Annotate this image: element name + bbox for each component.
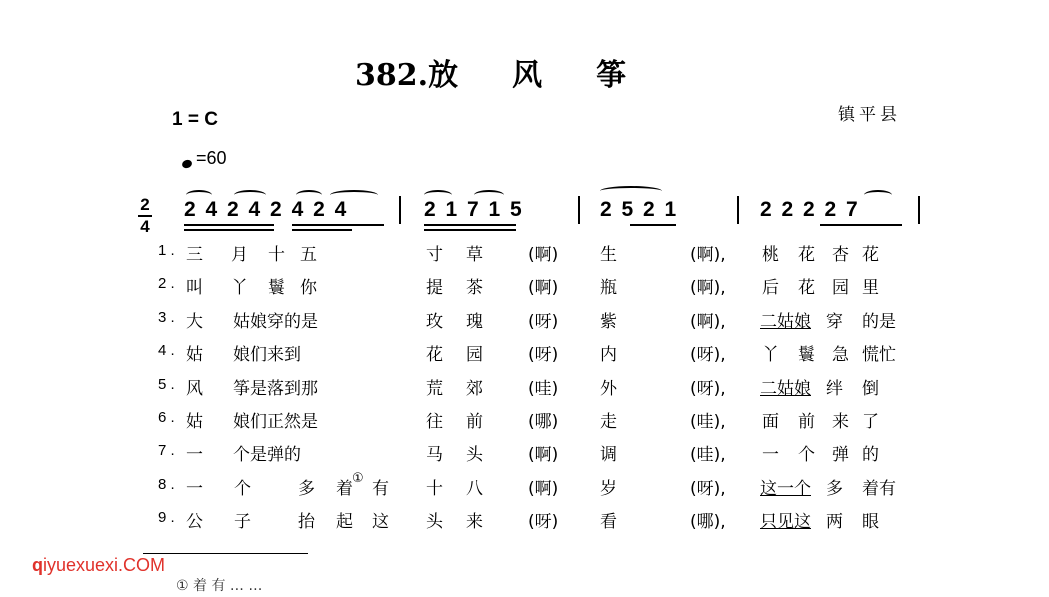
- song-number: 382.: [355, 58, 429, 93]
- beam: [424, 224, 516, 226]
- lyric-word: 两: [826, 512, 843, 533]
- slur: [600, 186, 662, 196]
- lyric-word: 这一个: [760, 478, 811, 499]
- lyric-filler: (呀),: [690, 345, 726, 366]
- lyric-word: 鬟: [798, 345, 815, 366]
- lyric-word: 寸: [426, 245, 443, 265]
- slur: [864, 190, 892, 200]
- lyric-filler: (呀),: [690, 478, 726, 499]
- barline-2: [578, 196, 580, 224]
- tempo-marking: [182, 148, 227, 169]
- slur: [296, 190, 322, 200]
- measure-4: 2 2 2 2 7: [760, 198, 860, 221]
- beam: [630, 224, 676, 226]
- lyric-word: 茶: [466, 278, 483, 299]
- beam: [184, 224, 274, 226]
- lyric-filler: (哇),: [690, 445, 726, 466]
- beam: [292, 229, 352, 231]
- measure-1: 2 4 2 4 2 4 2 4: [184, 198, 349, 221]
- lyric-word: 抬: [298, 512, 315, 533]
- lyric-word: 公: [186, 512, 203, 533]
- lyric-word: 慌忙: [862, 345, 896, 366]
- lyric-word: 玫: [426, 311, 443, 332]
- lyric-word: 有: [372, 478, 389, 499]
- verse-number: 3 .: [158, 308, 175, 326]
- lyric-filler: (啊): [528, 245, 559, 265]
- lyric-filler: (啊): [528, 278, 559, 299]
- lyric-filler: (呀): [528, 512, 559, 533]
- lyric-word: 一: [186, 478, 203, 499]
- lyric-word: 绊: [826, 378, 843, 399]
- lyric-word: 子: [234, 512, 251, 533]
- lyric-word: 了: [862, 412, 879, 432]
- lyric-word: 前: [798, 412, 815, 432]
- lyric-word: 着有: [862, 478, 896, 499]
- tempo-value: =60: [196, 148, 227, 168]
- lyric-word: 走: [600, 412, 617, 432]
- lyric-word: 个是弹的: [233, 445, 301, 466]
- lyric-word: 往: [426, 412, 443, 432]
- lyric-word: 姑: [186, 412, 203, 432]
- lyric-word: 八: [466, 478, 483, 499]
- footnote-text: ① 着 有 … …: [176, 578, 263, 594]
- lyric-filler: (呀): [528, 345, 559, 366]
- lyric-word: 来: [832, 412, 849, 432]
- lyric-word: 内: [600, 345, 617, 366]
- lyric-word: 姑: [186, 345, 203, 366]
- lyric-word: 马: [426, 445, 443, 466]
- barline-1: [399, 196, 401, 224]
- lyric-word: 花: [426, 345, 443, 366]
- lyric-word: 风: [186, 378, 203, 399]
- lyric-filler: (呀): [528, 311, 559, 332]
- lyric-word: 二姑娘: [760, 378, 811, 399]
- verse-number: 1 .: [158, 242, 175, 259]
- lyric-word: 荒: [426, 378, 443, 399]
- lyric-filler: (啊): [528, 478, 559, 499]
- lyric-word: 丫: [231, 278, 248, 299]
- lyric-word: 这: [372, 512, 389, 533]
- lyric-word: 十: [268, 245, 285, 265]
- lyric-word: 花: [798, 245, 815, 265]
- lyric-word: 娘们正然是: [233, 412, 318, 432]
- footnote-marker: ①: [352, 471, 364, 486]
- lyric-word: 鬟: [268, 278, 285, 299]
- lyric-word: 弹: [832, 445, 849, 466]
- lyric-word: 筝是落到那: [233, 378, 318, 399]
- lyric-word: 头: [466, 445, 483, 466]
- lyric-filler: (哪),: [690, 512, 726, 533]
- lyric-word: 穿: [826, 311, 843, 332]
- watermark-q: q: [32, 555, 43, 575]
- lyric-word: 多: [298, 478, 315, 499]
- slur: [234, 190, 266, 200]
- lyric-filler: (啊): [528, 445, 559, 466]
- lyric-word: 一: [762, 445, 779, 466]
- lyric-word: 一: [186, 445, 203, 466]
- verse-number: 5 .: [158, 375, 175, 393]
- lyric-word: 多: [826, 478, 843, 499]
- title-char-2: 风: [512, 58, 543, 93]
- lyric-filler: (啊),: [690, 278, 726, 299]
- lyric-word: 桃: [762, 245, 779, 265]
- lyric-word: 园: [832, 278, 849, 299]
- lyric-word: 丫: [762, 345, 779, 366]
- lyric-word: 姑娘穿的是: [233, 311, 318, 332]
- beam: [184, 229, 274, 231]
- lyric-word: 十: [426, 478, 443, 499]
- lyric-filler: (哇): [528, 378, 559, 399]
- measure-2: 2 1 7 1 5: [424, 198, 524, 221]
- lyric-word: 倒: [862, 378, 879, 399]
- lyric-word: 只见这: [760, 512, 811, 533]
- slur: [330, 190, 378, 200]
- verse-number: 2 .: [158, 275, 175, 293]
- lyric-word: 调: [600, 445, 617, 466]
- title-char-1: 放: [428, 58, 459, 93]
- verse-number: 7 .: [158, 442, 175, 460]
- footnote-divider: [143, 553, 308, 554]
- verse-number: 8 .: [158, 475, 175, 493]
- lyric-word: 急: [832, 345, 849, 366]
- lyric-word: 着: [336, 478, 353, 499]
- lyric-word: 个: [798, 445, 815, 466]
- key-signature: 1 = C: [172, 109, 218, 130]
- lyric-word: 杏: [832, 245, 849, 265]
- lyric-word: 瓶: [600, 278, 617, 299]
- lyric-word: 头: [426, 512, 443, 533]
- lyric-filler: (哪): [528, 412, 559, 432]
- lyric-word: 眼: [862, 512, 879, 533]
- lyric-word: 娘们来到: [233, 345, 301, 366]
- lyric-word: 大: [186, 311, 203, 332]
- beam: [820, 224, 902, 226]
- verse-number: 6 .: [158, 409, 175, 426]
- lyric-word: 前: [466, 412, 483, 432]
- lyric-word: 叫: [186, 278, 203, 299]
- watermark-text: iyuexuexi.COM: [43, 555, 166, 575]
- site-watermark: [32, 555, 165, 576]
- title-char-3: 筝: [596, 58, 627, 93]
- lyric-word: 生: [600, 245, 617, 265]
- region-label: 镇平县: [838, 105, 901, 125]
- beam: [424, 229, 516, 231]
- lyric-word: 来: [466, 512, 483, 533]
- lyric-filler: (啊),: [690, 245, 726, 265]
- lyric-word: 后: [762, 278, 779, 299]
- lyric-word: 你: [300, 278, 317, 299]
- measure-3: 2 5 2 1: [600, 198, 679, 221]
- lyric-word: 岁: [600, 478, 617, 499]
- lyric-word: 的是: [862, 311, 896, 332]
- time-bottom: 4: [140, 217, 150, 236]
- lyric-word: 看: [600, 512, 617, 533]
- lyric-word: 花: [862, 245, 879, 265]
- lyric-word: 的: [862, 445, 879, 466]
- verse-number: 9 .: [158, 509, 175, 527]
- lyric-word: 草: [466, 245, 483, 265]
- lyric-word: 起: [336, 512, 353, 533]
- lyric-word: 三: [186, 245, 203, 265]
- lyric-word: 个: [234, 478, 251, 499]
- lyric-word: 紫: [600, 311, 617, 332]
- barline-4: [918, 196, 920, 224]
- slur: [186, 190, 212, 200]
- lyric-filler: (啊),: [690, 311, 726, 332]
- time-top: 2: [140, 195, 150, 214]
- beam: [292, 224, 384, 226]
- lyric-word: 提: [426, 278, 443, 299]
- lyric-word: 里: [862, 278, 879, 299]
- lyric-word: 五: [300, 245, 317, 265]
- quarter-note-icon: [181, 159, 193, 170]
- verse-number: 4 .: [158, 342, 175, 360]
- lyric-filler: (哇),: [690, 412, 726, 432]
- lyric-word: 郊: [466, 378, 483, 399]
- lyric-filler: (呀),: [690, 378, 726, 399]
- slur: [424, 190, 452, 200]
- lyric-word: 面: [762, 412, 779, 432]
- barline-3: [737, 196, 739, 224]
- lyric-word: 瑰: [466, 311, 483, 332]
- time-signature: [138, 196, 152, 236]
- slur: [474, 190, 504, 200]
- lyric-word: 花: [798, 278, 815, 299]
- lyric-word: 外: [600, 378, 617, 399]
- lyric-word: 二姑娘: [760, 311, 811, 332]
- lyric-word: 园: [466, 345, 483, 366]
- lyric-word: 月: [231, 245, 248, 265]
- song-title: [355, 50, 626, 94]
